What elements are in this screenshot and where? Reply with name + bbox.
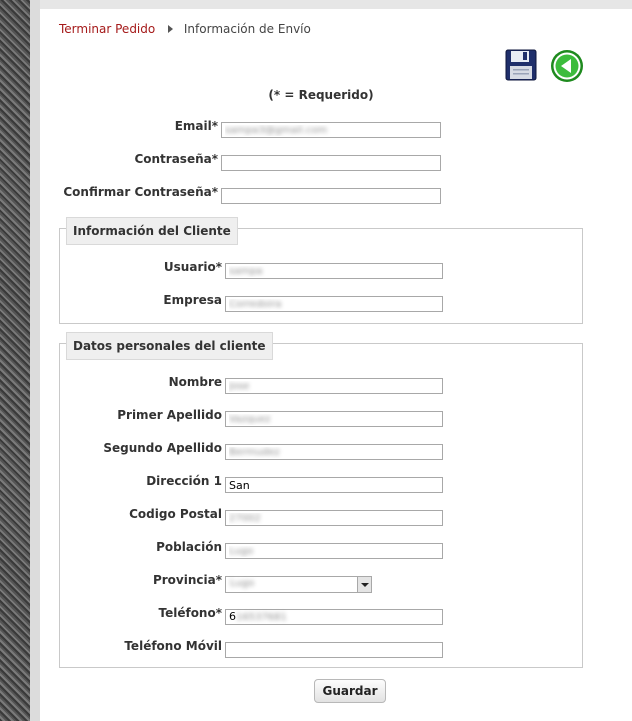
telefono-movil-input[interactable]: [225, 642, 443, 658]
provincia-select[interactable]: [225, 576, 372, 593]
breadcrumb: [59, 22, 311, 36]
personal-data-fieldset: [59, 339, 583, 668]
page-gutter: [30, 0, 40, 721]
required-note: (* = Requerido): [268, 88, 374, 102]
confirm-password-input[interactable]: [221, 188, 441, 204]
email-input[interactable]: [221, 122, 441, 138]
telefono-value-rest: 16537681: [236, 612, 287, 623]
breadcrumb-link-terminar-pedido[interactable]: Terminar Pedido: [59, 22, 156, 36]
telefono-input[interactable]: [225, 609, 443, 625]
primer-apellido-label: Primer Apellido: [117, 408, 222, 422]
segundo-apellido-label: Segundo Apellido: [103, 441, 222, 455]
user-label: Usuario*: [163, 260, 222, 274]
checkout-panel: [40, 9, 632, 721]
telefono-value-prefix: 6: [229, 610, 236, 623]
green-back-arrow-icon[interactable]: [550, 49, 584, 83]
provincia-selected-value: Lugo: [230, 578, 255, 589]
user-input[interactable]: [225, 263, 443, 279]
nombre-input[interactable]: [225, 378, 443, 394]
background-texture: [0, 0, 30, 721]
poblacion-input[interactable]: [225, 543, 443, 559]
codigo-postal-label: Codigo Postal: [129, 507, 222, 521]
password-input[interactable]: [221, 155, 441, 171]
company-label: Empresa: [163, 293, 222, 307]
telefono-movil-label: Teléfono Móvil: [124, 639, 222, 653]
direccion-input[interactable]: [225, 477, 443, 493]
guardar-button[interactable]: Guardar: [314, 679, 386, 703]
floppy-disk-icon[interactable]: [505, 49, 537, 81]
breadcrumb-current: Información de Envío: [183, 22, 311, 36]
breadcrumb-arrow-icon: [168, 25, 173, 33]
poblacion-label: Población: [156, 540, 222, 554]
primer-apellido-input[interactable]: [225, 411, 443, 427]
provincia-label: Provincia*: [152, 573, 222, 587]
segundo-apellido-input[interactable]: [225, 444, 443, 460]
customer-info-legend: Información del Cliente: [66, 217, 238, 245]
personal-data-legend: Datos personales del cliente: [66, 332, 273, 360]
telefono-label: Teléfono*: [158, 606, 222, 620]
confirm-password-label: Confirmar Contraseña*: [63, 185, 218, 199]
email-label: Email*: [174, 119, 218, 133]
direccion-label: Dirección 1: [146, 474, 222, 488]
chevron-down-icon[interactable]: [357, 577, 371, 592]
company-input[interactable]: [225, 296, 443, 312]
password-label: Contraseña*: [134, 152, 218, 166]
customer-info-fieldset: [59, 224, 583, 324]
codigo-postal-input[interactable]: [225, 510, 443, 526]
nombre-label: Nombre: [168, 375, 222, 389]
